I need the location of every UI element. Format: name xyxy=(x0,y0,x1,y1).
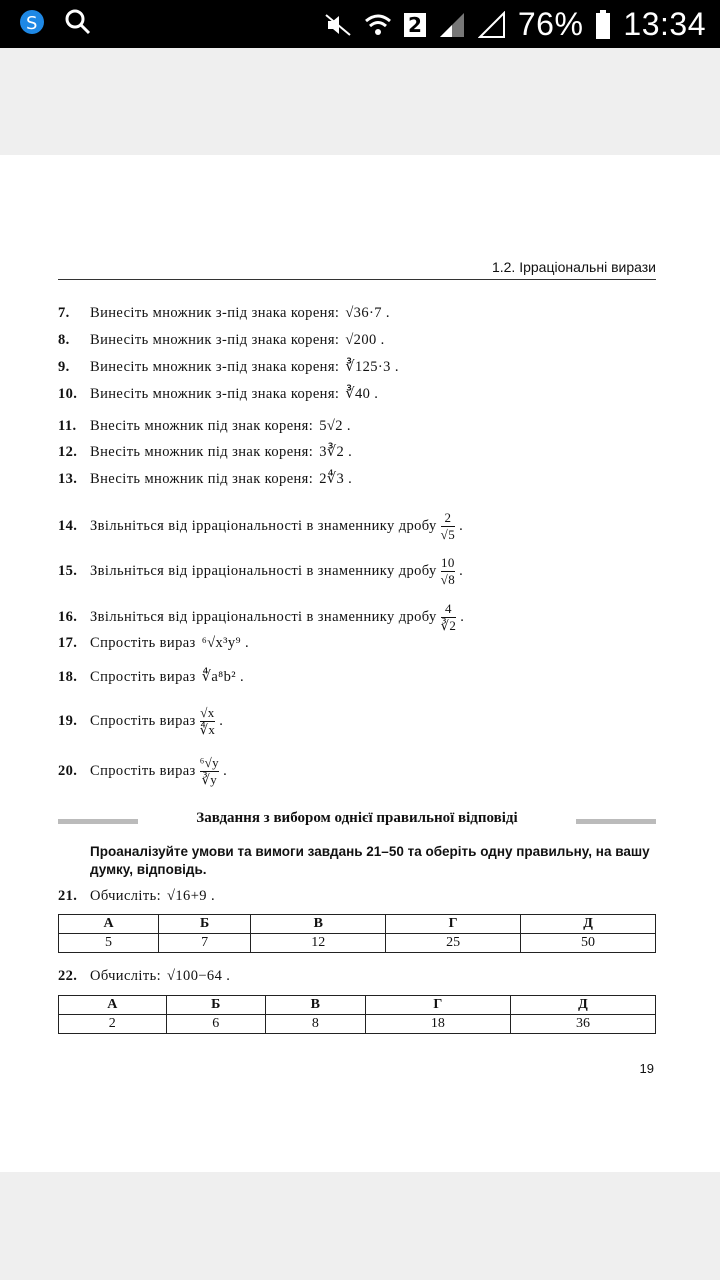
task-text: Звільніться від ірраціональності в знаменнику дробу xyxy=(90,563,437,579)
option-letter: Б xyxy=(159,915,251,934)
option-value: 36 xyxy=(510,1015,655,1034)
search-icon[interactable] xyxy=(64,8,92,36)
task-expression: 2∜3 . xyxy=(319,471,353,487)
signal-icon xyxy=(438,11,466,39)
option-value: 7 xyxy=(159,934,251,953)
task-text: Винесіть множник з-під знака кореня: xyxy=(90,305,340,321)
task-item xyxy=(58,669,660,686)
task-expression: √36·7 . xyxy=(345,305,390,321)
task-number: 18. xyxy=(58,669,78,685)
option-value: 18 xyxy=(365,1015,510,1034)
task-text: Спростіть вираз xyxy=(90,635,196,651)
option-letter: В xyxy=(265,996,365,1015)
task-text: Звільніться від ірраціональності в знаменнику дробу xyxy=(90,609,437,625)
task-item xyxy=(58,444,660,461)
app-s-icon xyxy=(18,8,46,36)
task-text: Спростіть вираз xyxy=(90,669,196,685)
section-title: Завдання з вибором однієї правильної відповіді xyxy=(58,810,656,830)
task-item xyxy=(58,471,660,488)
option-value: 2 xyxy=(59,1015,167,1034)
task-number: 16. xyxy=(58,609,78,625)
task-expression: √200 . xyxy=(345,332,385,348)
task-expression: 3∛2 . xyxy=(319,444,353,460)
task-number: 7. xyxy=(58,305,70,321)
task-item xyxy=(58,359,660,376)
option-letter: Б xyxy=(166,996,265,1015)
option-letter: Д xyxy=(521,915,656,934)
task-text: Винесіть множник з-під знака кореня: xyxy=(90,332,340,348)
option-letter: Г xyxy=(386,915,521,934)
option-letter: В xyxy=(251,915,386,934)
question-22: 22. Обчисліть: √100−64 . xyxy=(58,968,231,984)
task-fraction: $\frac{10}{√8}$ xyxy=(440,555,456,587)
page-number: 19 xyxy=(639,1061,654,1076)
option-value: 8 xyxy=(265,1015,365,1034)
task-number: 12. xyxy=(58,444,78,460)
option-letter: Г xyxy=(365,996,510,1015)
task-text: Винесіть множник з-під знака кореня: xyxy=(90,359,340,375)
task-item: 19. Спростіть вираз $\frac{√x}{∜x}$ . xyxy=(58,705,224,737)
task-number: 13. xyxy=(58,471,78,487)
question-21: 21. Обчисліть: √16+9 . xyxy=(58,888,215,904)
task-number: 19. xyxy=(58,713,78,729)
battery-percent: 76% xyxy=(517,6,584,42)
option-value: 25 xyxy=(386,934,521,953)
task-number: 10. xyxy=(58,386,78,402)
task-item xyxy=(58,332,660,349)
task-number: 20. xyxy=(58,763,78,779)
task-number: 15. xyxy=(58,563,78,579)
task-fraction: $\frac{2}{√5}$ xyxy=(440,510,456,542)
option-value: 6 xyxy=(166,1015,265,1034)
option-value: 5 xyxy=(59,934,159,953)
task-number: 14. xyxy=(58,518,78,534)
task-item: 15. Звільніться від ірраціональності в знаменнику дробу $\frac{10}{√8}$ . xyxy=(58,555,464,587)
option-value: 12 xyxy=(251,934,386,953)
clock: 13:34 xyxy=(623,6,706,42)
task-text: Винесіть множник з-під знака кореня: xyxy=(90,386,340,402)
task-text: Звільніться від ірраціональності в знаменнику дробу xyxy=(90,518,437,534)
task-expression: ∛40 . xyxy=(345,386,379,402)
option-value: 50 xyxy=(521,934,656,953)
task-expression: ∜a⁸b² . xyxy=(201,669,245,685)
status-bar xyxy=(0,0,720,48)
task-item: 14. Звільніться від ірраціональності в знаменнику дробу $\frac{2}{√5}$ . xyxy=(58,510,464,542)
task-fraction: $\frac{\text{⁶√y}}{∛y}$ xyxy=(199,755,220,787)
task-number: 8. xyxy=(58,332,70,348)
task-item: 16. Звільніться від ірраціональності в знаменнику дробу $\frac{4}{∛2}$ . xyxy=(58,601,465,633)
task-text: Внесіть множник під знак кореня: xyxy=(90,418,314,434)
option-letter: Д xyxy=(510,996,655,1015)
task-expression: ∛125·3 . xyxy=(345,359,399,375)
answer-table-22 xyxy=(58,995,656,1034)
task-number: 17. xyxy=(58,635,78,651)
wifi-icon xyxy=(364,11,392,39)
task-item: 20. Спростіть вираз $\frac{\text{⁶√y}}{∛y}$ . xyxy=(58,755,228,787)
task-text: Спростіть вираз xyxy=(90,763,196,779)
task-number: 11. xyxy=(58,418,77,434)
signal-2-icon xyxy=(478,11,506,39)
task-number: 9. xyxy=(58,359,70,375)
task-expression: 5√2 . xyxy=(319,418,351,434)
task-expression: ⁶√x³y⁹ . xyxy=(201,635,250,651)
task-item xyxy=(58,386,660,403)
option-letter: А xyxy=(59,996,167,1015)
task-fraction: $\frac{√x}{∜x}$ xyxy=(199,705,216,737)
page-header: 1.2. Ірраціональні вирази xyxy=(58,259,656,280)
task-fraction: $\frac{4}{∛2}$ xyxy=(440,601,457,633)
svg-text:S: S xyxy=(26,13,38,34)
task-text: Внесіть множник під знак кореня: xyxy=(90,471,314,487)
task-item xyxy=(58,418,660,435)
answer-table-21 xyxy=(58,914,656,953)
task-item xyxy=(58,305,660,322)
mute-icon xyxy=(324,11,352,39)
task-item xyxy=(58,635,660,652)
task-text: Внесіть множник під знак кореня: xyxy=(90,444,314,460)
option-letter: А xyxy=(59,915,159,934)
document-page xyxy=(0,155,720,1172)
battery-icon xyxy=(595,10,611,40)
sim-badge: 2 xyxy=(404,13,426,37)
task-text: Спростіть вираз xyxy=(90,713,196,729)
section-intro: Проаналізуйте умови та вимоги завдань 21–50 та оберіть одну правильну, на вашу думку, відповідь. xyxy=(90,844,650,877)
